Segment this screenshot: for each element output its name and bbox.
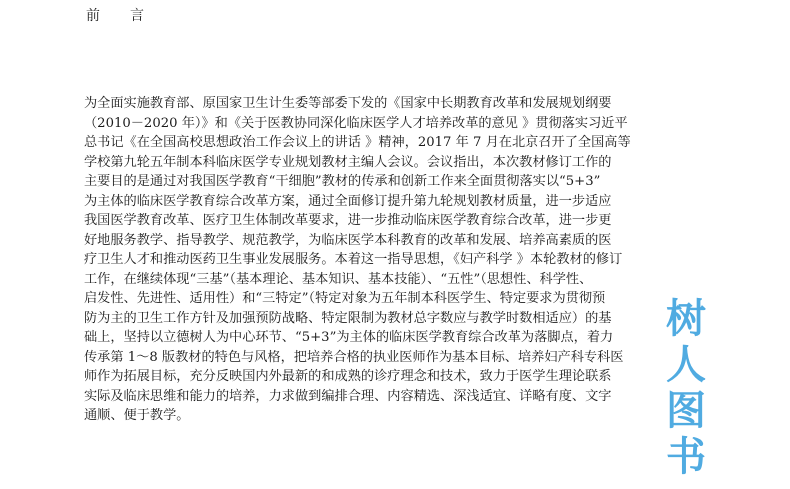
body-line-3: 总书记《在全国高校思想政治工作会议上的讲话 》精神，2017 年 7 月在北京召开了全国高等: [84, 135, 631, 150]
preface-body: [84, 94, 724, 426]
body-line-1: 为全面实施教育部、原国家卫生计生委等部委下发的《国家中长期教育改革和发展规划纲要: [84, 96, 612, 111]
page-heading: 前言: [86, 8, 174, 24]
body-line-14: 传承第 1～8 版教材的特色与风格，把培养合格的执业医师作为基本目标、培养妇产科专科医: [84, 349, 624, 365]
body-line-6: 为主体的临床医学教育综合改革方案，通过全面修订提升第九轮规划教材质量，进一步适应: [84, 193, 612, 209]
body-line-12: 防为主的卫生工作方针及加强预防战略、特定限制为教材总字数应与教学时数相适应）的基: [84, 310, 612, 326]
body-line-5: 主要目的是通过对我国医学教育“干细胞”教材的传承和创新工作来全面贯彻落实以“5+3”: [84, 174, 601, 189]
body-line-13: 础上，坚持以立德树人为中心环节、“5+3”为主体的临床医学教育综合改革为落脚点，着力: [84, 330, 614, 345]
body-line-9: 疗卫生人才和推动医药卫生事业发展服务。本着这一指导思想，《妇产科学 》本轮教材的修订: [84, 252, 623, 267]
body-line-15: 师作为拓展目标，充分反映国内外最新的和成熟的诊疗理念和技术，致力于医学生理论联系: [84, 369, 612, 384]
body-line-17: 通顺、便于教学。: [84, 408, 190, 423]
watermark-char-2: 人: [666, 342, 706, 388]
body-line-7: 我国医学教育改革、医疗卫生体制改革要求，进一步推动临床医学教育综合改革，进一步更: [84, 213, 612, 228]
body-line-11: 启发性、先进性、适用性）和“三特定”（特定对象为五年制本科医学生、特定要求为贯彻预: [84, 291, 606, 306]
watermark-char-3: 图: [666, 388, 706, 434]
watermark-char-4: 书: [666, 434, 706, 480]
body-line-10: 工作，在继续体现“三基”（基本理论、基本知识、基本技能）、“五性”（思想性、科学性、: [84, 271, 593, 287]
body-line-8: 好地服务教学、指导教学、规范教学，为临床医学本科教育的改革和发展、培养高素质的医: [84, 232, 612, 248]
body-line-16: 实际及临床思维和能力的培养，力求做到编排合理、内容精选、深浅适宜、详略有度、文字: [84, 388, 612, 404]
watermark-char-1: 树: [666, 296, 706, 342]
body-line-2: （2010－2020 年）》和《关于医教协同深化临床医学人才培养改革的意见 》贯彻落实习近平: [84, 115, 628, 131]
body-line-4: 学校第九轮五年制本科临床医学专业规划教材主编人会议。会议指出，本次教材修订工作的: [84, 154, 612, 170]
